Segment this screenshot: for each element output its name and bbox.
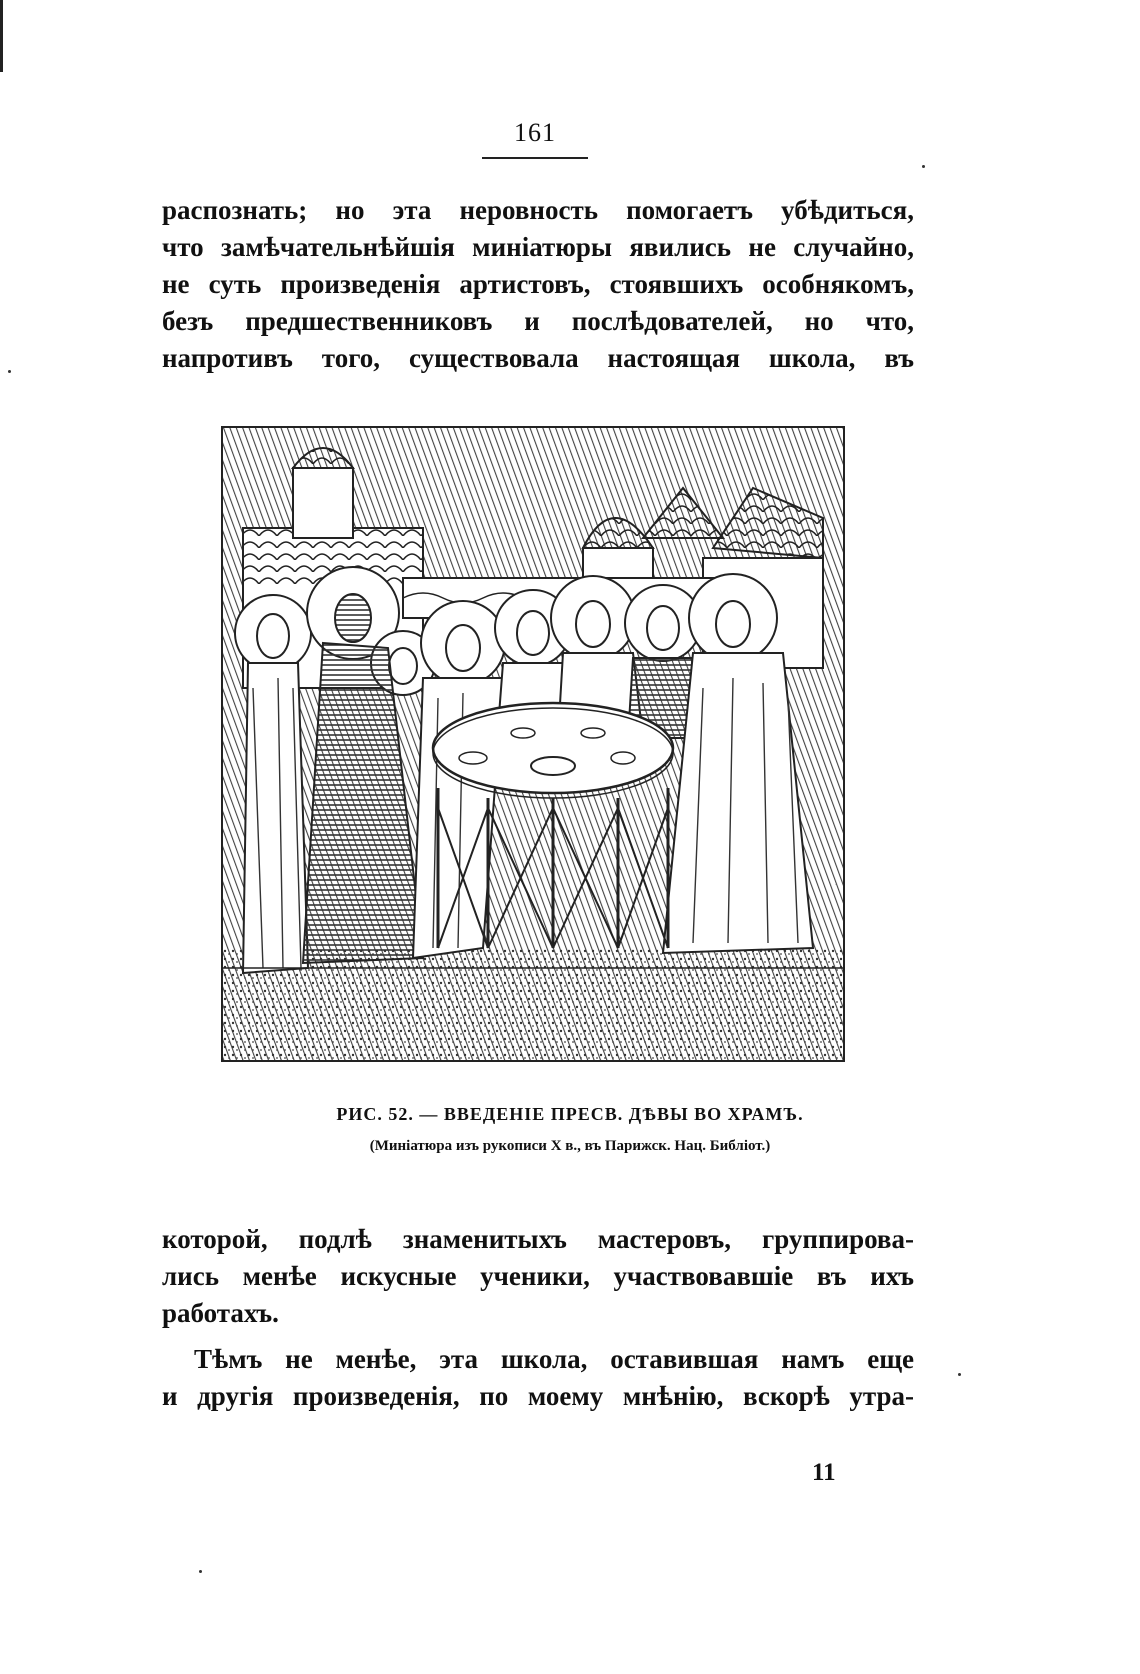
scan-speck xyxy=(958,1373,961,1376)
text-line: не суть произведенія артистовъ, стоявшихъ особнякомъ, xyxy=(162,269,914,299)
signature-mark: 11 xyxy=(812,1459,836,1486)
scan-edge-line xyxy=(0,0,3,72)
figure-caption: РИС. 52. — ВВЕДЕНІЕ ПРЕСВ. ДѢВЫ ВО ХРАМЪ. xyxy=(336,1104,804,1124)
page-number: 161 xyxy=(514,118,556,147)
text-line: лись менѣе искусные ученики, участвовавшіе въ ихъ xyxy=(162,1261,914,1291)
scan-speck xyxy=(922,165,925,168)
scan-speck xyxy=(8,370,11,373)
text-line: Тѣмъ не менѣе, эта школа, оставившая намъ еще xyxy=(194,1344,914,1374)
scan-speck xyxy=(199,1570,202,1573)
text-line: и другія произведенія, по моему мнѣнію, вскорѣ утра- xyxy=(162,1381,914,1411)
text-line: работахъ. xyxy=(162,1298,279,1328)
text-line: которой, подлѣ знаменитыхъ мастеровъ, группирова- xyxy=(162,1224,914,1254)
figure-illustration xyxy=(221,426,845,1062)
paragraph-top xyxy=(162,192,914,377)
engraving-illustration xyxy=(223,428,843,1060)
text-line: безъ предшественниковъ и послѣдователей, но что, xyxy=(162,306,914,336)
figure-source: (Миніатюра изъ рукописи X в., въ Парижск. Нац. Библіот.) xyxy=(369,1138,771,1154)
text-line: что замѣчательнѣйшія миніатюры явились не случайно, xyxy=(162,232,914,262)
text-line: распознать; но эта неровность помогаетъ убѣдиться, xyxy=(162,195,914,225)
paragraph-bottom-1 xyxy=(162,1221,914,1332)
page-number-rule xyxy=(482,157,588,159)
text-line: напротивъ того, существовала настоящая школа, въ xyxy=(162,343,914,373)
paragraph-bottom-2 xyxy=(162,1341,914,1415)
